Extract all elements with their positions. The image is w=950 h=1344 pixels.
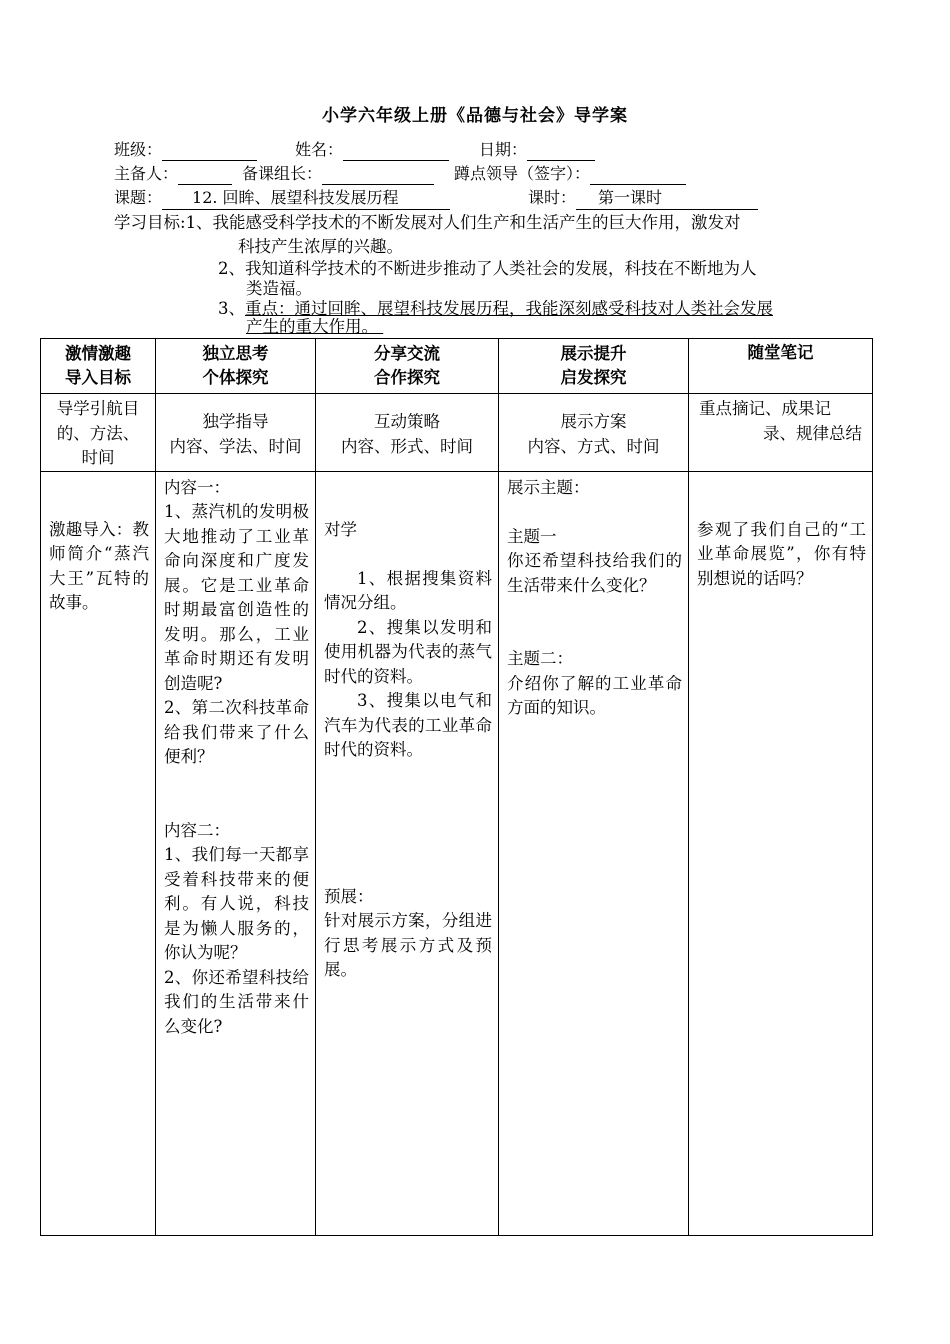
content-2-question-1: 1、我们每一天都享受着科技带来的便利。有人说，科技是为懒人服务的，你认为呢？ bbox=[164, 845, 309, 962]
theme-2-text: 介绍你了解的工业革命方面的知识。 bbox=[507, 673, 682, 717]
table-header-row bbox=[41, 339, 873, 394]
objective-3-line-2 bbox=[246, 316, 383, 338]
class-field[interactable] bbox=[162, 142, 257, 161]
objective-3-text: 重点：通过回眸、展望科技发展历程，我能深刻感受科技对人类社会发展 bbox=[245, 299, 773, 318]
interaction-item-2: 2、搜集以发明和使用机器为代表的蒸气时代的资料。 bbox=[324, 617, 492, 686]
group-leader-label: 备课组长： bbox=[242, 164, 323, 183]
col-header-5: 随堂笔记 bbox=[689, 339, 873, 394]
objective-1-text: 1、我能感受科学技术的不断发展对人们生产和生活产生的巨大作用，激发对 bbox=[185, 213, 741, 232]
preview-title: 预展： bbox=[324, 886, 374, 906]
date-label: 日期： bbox=[479, 140, 528, 159]
period-label: 课时： bbox=[528, 188, 577, 207]
group-leader-field[interactable] bbox=[322, 166, 434, 185]
header-row-2 bbox=[114, 163, 686, 185]
supervisor-field[interactable] bbox=[590, 166, 686, 185]
intro-text: 激趣导入：教师简介“蒸汽大王”瓦特的故事。 bbox=[49, 519, 149, 612]
objective-3-prefix: 3、 bbox=[218, 299, 245, 318]
topic-label: 课题： bbox=[114, 188, 163, 207]
content-1-question-1: 1、蒸汽机的发明极大地推动了工业革命向深度和广度发展。它是工业革命时期最富创造性的发明。那么，工业革命时期还有发明创造呢? bbox=[164, 502, 309, 693]
theme-1-title: 主题一 bbox=[507, 526, 557, 546]
name-field[interactable] bbox=[343, 142, 449, 161]
period-value: 第一课时 bbox=[576, 187, 758, 210]
topic-value: 12. 回眸、展望科技发展历程 bbox=[162, 187, 450, 210]
subheader-self-study: 独学指导 内容、学法、时间 bbox=[156, 394, 316, 472]
preparer-label: 主备人： bbox=[114, 164, 179, 183]
col-header-3: 分享交流 合作探究 bbox=[316, 339, 499, 394]
col-header-2: 独立思考 个体探究 bbox=[156, 339, 316, 394]
subheader-notes: 重点摘记、成果记 录、规律总结 bbox=[689, 394, 873, 472]
content-2-title: 内容二： bbox=[164, 820, 230, 840]
objective-3-text-2: 产生的重大作用。 bbox=[246, 317, 378, 336]
subheader-interaction: 互动策略 内容、形式、时间 bbox=[316, 394, 499, 472]
supervisor-label: 蹲点领导（签字）： bbox=[454, 164, 591, 183]
name-label: 姓名： bbox=[295, 140, 344, 159]
theme-1-text: 你还希望科技给我们的生活带来什么变化？ bbox=[507, 551, 682, 595]
objective-2-line-1: 2、我知道科学技术的不断进步推动了人类社会的发展，科技在不断地为人 bbox=[218, 259, 757, 278]
header-row-3 bbox=[114, 187, 758, 210]
table-body-row bbox=[41, 471, 873, 1236]
intro-cell bbox=[41, 471, 156, 1236]
pair-study-label: 对学 bbox=[324, 519, 357, 539]
objectives-label: 学习目标: bbox=[114, 213, 186, 232]
preview-text: 针对展示方案，分组进行思考展示方式及预展。 bbox=[324, 911, 492, 979]
preparer-field[interactable] bbox=[178, 166, 232, 185]
display-theme-label: 展示主题： bbox=[507, 477, 590, 497]
notes-prompt: 参观了我们自己的“工业革命展览”，你有特别想说的话吗？ bbox=[697, 519, 866, 588]
col-header-4: 展示提升 启发探究 bbox=[499, 339, 689, 394]
page-title: 小学六年级上册《品德与社会》导学案 bbox=[322, 106, 628, 126]
header-row-1 bbox=[114, 139, 595, 161]
interaction-item-1: 1、根据搜集资料情况分组。 bbox=[324, 568, 492, 612]
content-1-question-2: 2、第二次科技革命给我们带来了什么便利？ bbox=[164, 698, 309, 766]
self-study-cell bbox=[156, 471, 316, 1236]
content-2-question-2: 2、你还希望科技给我们的生活带来什么变化? bbox=[164, 967, 309, 1036]
study-plan-table bbox=[40, 338, 873, 1236]
interaction-item-3: 3、搜集以电气和汽车为代表的工业革命时代的资料。 bbox=[324, 691, 492, 759]
theme-2-title: 主题二： bbox=[507, 649, 573, 668]
col-header-1: 激情激趣 导入目标 bbox=[41, 339, 156, 394]
objective-1-line-2: 科技产生浓厚的兴趣。 bbox=[238, 237, 403, 256]
objective-2-line-2: 类造福。 bbox=[246, 279, 312, 298]
interaction-cell bbox=[316, 471, 499, 1236]
table-subheader-row bbox=[41, 394, 873, 472]
class-label: 班级： bbox=[114, 140, 163, 159]
notes-cell[interactable] bbox=[689, 471, 873, 1236]
date-field[interactable] bbox=[527, 142, 595, 161]
objective-1-line-1 bbox=[114, 212, 741, 234]
subheader-guide: 导学引航目的、方法、时间 bbox=[41, 394, 156, 472]
display-cell bbox=[499, 471, 689, 1236]
content-1-title: 内容一： bbox=[164, 477, 230, 497]
subheader-display: 展示方案 内容、方式、时间 bbox=[499, 394, 689, 472]
